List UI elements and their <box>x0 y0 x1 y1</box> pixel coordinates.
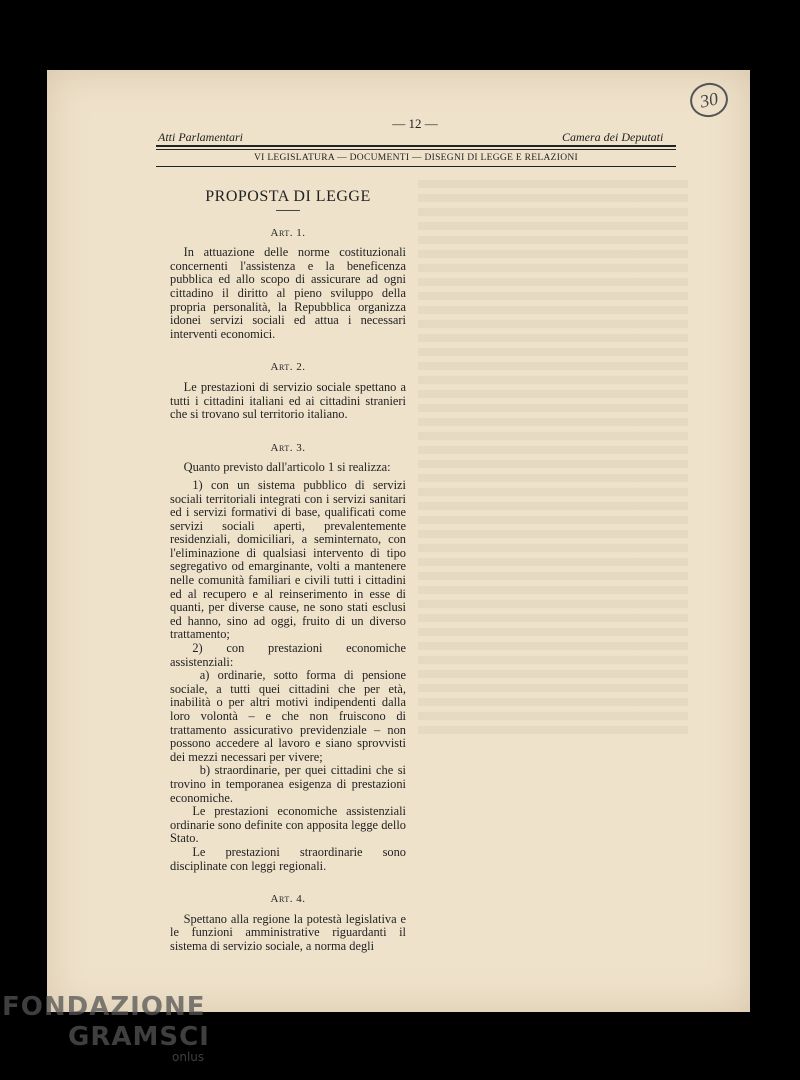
article-3-heading: Art. 3. <box>270 441 306 454</box>
article-2-text: Le prestazioni di servizio sociale spettano a tutti i cittadini italiani ed ai cittadini stranieri che si trovano sul territorio italiano. <box>170 379 406 422</box>
bleed-through-text <box>418 180 688 740</box>
watermark-line-3: onlus <box>172 1050 205 1064</box>
article-1-text: In attuazione delle norme costituzionali concernenti l'assistenza e la beneficenza pubblica ed allo scopo di assicurare ad ogni cittadino il diritto al pieno sviluppo della propria personalità, la Repubblica organizza idonei servizi sociali ed attua i necessari interventi economici. <box>170 245 406 341</box>
article-4-heading: Art. 4. <box>270 893 306 906</box>
article-3-paragraph-2: Le prestazioni straordinarie sono disciplinate con leggi regionali. <box>170 844 406 873</box>
subheader-rule <box>156 166 676 167</box>
document-title: PROPOSTA DI LEGGE <box>205 188 371 205</box>
article-3-paragraph-1: Le prestazioni economiche assistenziali ordinarie sono definite con apposita legge dello Stato. <box>170 804 406 846</box>
legislature-subheader: VI LEGISLATURA — DOCUMENTI — DISEGNI DI LEGGE E RELAZIONI <box>254 153 578 163</box>
header-right-title: Camera dei Deputati <box>562 130 664 144</box>
title-divider <box>276 210 300 211</box>
header-rule-thin <box>156 149 676 150</box>
article-2-heading: Art. 2. <box>270 361 306 374</box>
article-3-item-2b: b) straordinarie, per quei cittadini che si trovino in temporanea esigenza di prestazioni economiche. <box>170 763 406 805</box>
header-rule-thick <box>156 145 676 147</box>
article-4-text: Spettano alla regione la potestà legislativa e le funzioni amministrative riguardanti il sistema di servizio sociale, a norma degli <box>170 911 406 953</box>
watermark-line-1: FONDAZIONE <box>2 992 206 1022</box>
archive-stamp: 30 <box>687 79 731 120</box>
text-column <box>170 180 406 974</box>
article-3-item-2a: a) ordinarie, sotto forma di pensione sociale, a tutti quei cittadini che per età, inabilità o per altri motivi indipendenti dalla loro volontà – e che non fruiscono di trattamento assicurativo previdenziale – non possono accedere al lavoro e siano sprovvisti dei mezzi necessari per vivere; <box>170 668 406 764</box>
article-3-intro: Quanto previsto dall'articolo 1 si realizza: <box>183 460 391 475</box>
page-number: — 12 — <box>392 116 438 131</box>
article-3-item-1: 1) con un sistema pubblico di servizi sociali territoriali integrati con i servizi sanitari ed i servizi formativi di base, qualificati come servizi sociali aperti, prevalentemente residenziali, domiciliari, a seminternato, con l'eliminazione di qualsiasi intervento di tipo segregativo od emarginante, volti a mantenere nelle comunità familiari e civili tutti i cittadini ed al recupero e al reinserimento in esse di quanti, per diverse cause, ne sono stati esclusi ed hanno, sino ad oggi, fruito di un diverso trattamento; <box>170 477 406 642</box>
header-left-title: Atti Parlamentari <box>158 130 243 144</box>
article-1-heading: Art. 1. <box>270 226 306 239</box>
watermark-line-2: GRAMSCI <box>68 1022 210 1052</box>
article-3-item-2: 2) con prestazioni economiche assistenziali: <box>170 641 406 669</box>
fondazione-gramsci-watermark <box>0 988 260 1078</box>
